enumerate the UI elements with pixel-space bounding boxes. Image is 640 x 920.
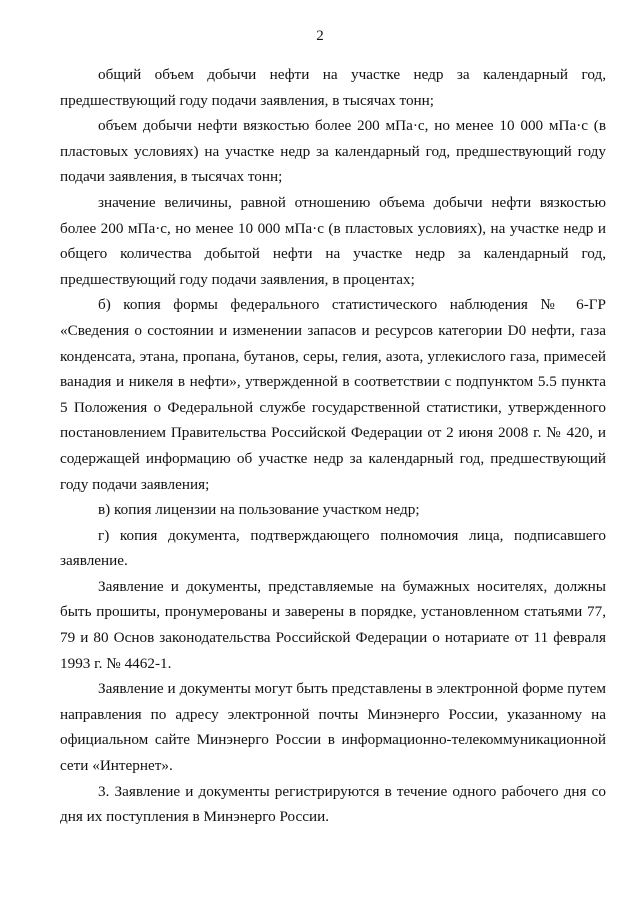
- paragraph-total-oil-production: общий объем добычи нефти на участке недр за календарный год, предшествующий году подачи заявления, в тысячах тонн;: [60, 66, 606, 109]
- paragraph-electronic-documents: Заявление и документы могут быть представлены в электронной форме путем направления по адресу электронной почты Минэнерго России, указанному на официальном сайте Минэнерго России в информационно-телекоммуникационной сети «Интернет».: [60, 680, 606, 775]
- paragraph-item-v-license-copy: в) копия лицензии на пользование участком недр;: [98, 501, 420, 519]
- paragraph-paper-documents: Заявление и документы, представляемые на бумажных носителях, должны быть прошиты, пронумерованы и заверены в порядке, установленном статьями 77, 79 и 80 Основ законодательства Российской Федерации о нотариате от 11 февраля 1993 г. № 4462-1.: [60, 577, 606, 672]
- document-body: [60, 62, 606, 830]
- paragraph-item-b-statistical-form: б) копия формы федерального статистического наблюдения № 6-ГР «Сведения о состоянии и изменении запасов и ресурсов категории D0 нефти, газа конденсата, этана, пропана, бутанов, серы, гелия, азота, углекислого газа, примесей ванадия и никеля в нефти», утвержденной в соответствии с подпунктом 5.5 пункта 5 Положения о Федеральной службе государственной статистики, утвержденного постановлением Правительства Российской Федерации от 2 июня 2008 г. № 420, и содержащей информацию об участке недр за календарный год, предшествующий году подачи заявления;: [60, 296, 606, 493]
- paragraph-item-g-authority-document: г) копия документа, подтверждающего полномочия лица, подписавшего заявление.: [60, 526, 606, 570]
- paragraph-viscous-oil-ratio: значение величины, равной отношению объема добычи нефти вязкостью более 200 мПа·с, но менее 10 000 мПа·с (в пластовых условиях), на участке недр и общего количества добытой нефти на участке недр за календарный год, предшествующий году подачи заявления, в процентах;: [60, 193, 606, 288]
- paragraph-viscous-oil-production: объем добычи нефти вязкостью более 200 мПа·с, но менее 10 000 мПа·с (в пластовых условиях) на участке недр за календарный год, предшествующий году подачи заявления, в тысячах тонн;: [60, 117, 606, 186]
- page-number: 2: [316, 28, 324, 44]
- paragraph-registration: 3. Заявление и документы регистрируются в течение одного рабочего дня со дня их поступления в Минэнерго России.: [60, 782, 606, 826]
